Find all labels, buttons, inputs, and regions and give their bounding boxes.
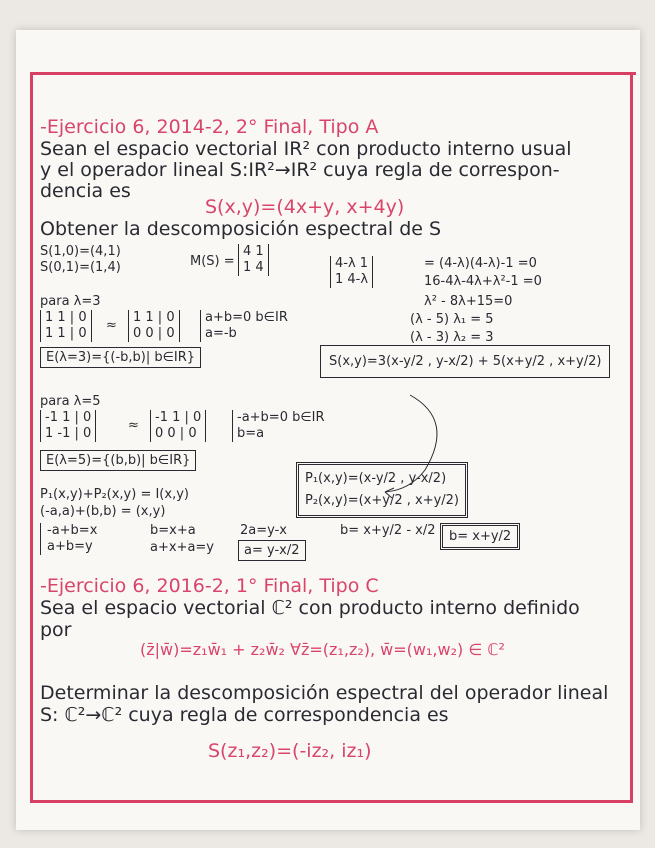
exercise-1-rule: S(x,y)=(4x+y, x+4y) bbox=[205, 196, 405, 218]
matrix-ms-row1: 4 1 bbox=[243, 244, 264, 259]
system-3-row1: a+b=0 b∈IR bbox=[205, 310, 288, 325]
system-5-row1: -a+b=0 b∈IR bbox=[237, 410, 325, 425]
exercise-2-inner-product: (z̄|w̄)=z₁w̄₁ + z₂w̄₂ ∀z̄=(z₁,z₂), w̄=(w₁,w₂) ∈ ℂ² bbox=[140, 640, 505, 659]
exercise-1-task: Obtener la descomposición espectral de S bbox=[40, 218, 442, 240]
characteristic-eq-2: 16-4λ-4λ+λ²-1 =0 bbox=[424, 274, 542, 289]
augmented-matrix-5a-row1: -1 1 | 0 bbox=[45, 410, 92, 425]
matrix-ms-row2: 1 4 bbox=[243, 260, 264, 275]
determinant-row2: 1 4-λ bbox=[335, 272, 369, 287]
augmented-matrix-3a-row2: 1 1 | 0 bbox=[45, 326, 87, 341]
exercise-1-intro-line3: dencia es bbox=[40, 180, 131, 202]
exercise-2-rule: S(z₁,z₂)=(-iz₂, iz₁) bbox=[208, 740, 372, 762]
eigenspace-3: E(λ=3)={(-b,b)| b∈IR} bbox=[40, 347, 201, 368]
augmented-matrix-3a-row1: 1 1 | 0 bbox=[45, 310, 87, 325]
system-ab-row1: -a+b=x bbox=[47, 523, 98, 538]
projection-p1: P₁(x,y)=(x-y/2 , y-x/2) bbox=[305, 471, 447, 486]
projection-p2: P₂(x,y)=(x+y/2 , x+y/2) bbox=[305, 493, 460, 508]
determinant-row1: 4-λ 1 bbox=[335, 256, 369, 271]
exercise-2-heading: -Ejercicio 6, 2016-2, 1° Final, Tipo C bbox=[40, 575, 379, 597]
para-lambda-3: para λ=3 bbox=[40, 294, 101, 309]
characteristic-eq-3: λ² - 8λ+15=0 bbox=[424, 294, 513, 309]
factor-2: (λ - 3) λ₂ = 3 bbox=[410, 330, 494, 345]
augmented-matrix-5a bbox=[40, 410, 96, 442]
eq-sub: a+x+a=y bbox=[150, 540, 214, 555]
eq-a-boxed: a= y-x/2 bbox=[238, 540, 306, 561]
s-of-0-1: S(0,1)=(1,4) bbox=[40, 260, 121, 275]
system-ab bbox=[40, 523, 97, 555]
eigenspace-5: E(λ=5)={(b,b)| b∈IR} bbox=[40, 450, 196, 471]
para-lambda-5: para λ=5 bbox=[40, 394, 101, 409]
system-5-row2: b=a bbox=[237, 426, 265, 441]
s-of-1-0: S(1,0)=(4,1) bbox=[40, 244, 121, 259]
augmented-matrix-5b-row1: -1 1 | 0 bbox=[155, 410, 202, 425]
exercise-2-task-line1: Determinar la descomposición espectral del operador lineal bbox=[40, 682, 609, 704]
augmented-matrix-5b-row2: 0 0 | 0 bbox=[155, 426, 197, 441]
system-5 bbox=[232, 410, 325, 442]
matrix-label: M(S) = bbox=[190, 254, 235, 269]
eq-b-boxed: b= x+y/2 bbox=[440, 523, 520, 550]
eq-2a: 2a=y-x bbox=[240, 523, 287, 538]
exercise-2-intro-line2: por bbox=[40, 619, 72, 641]
projections-box bbox=[296, 462, 468, 518]
exercise-1-intro-line2: y el operador lineal S:IR²→IR² cuya regla de correspon- bbox=[40, 159, 560, 181]
exercise-2-intro-line1: Sea el espacio vectorial ℂ² con producto interno definido bbox=[40, 597, 580, 619]
eq-b: b=x+a bbox=[150, 523, 196, 538]
exercise-2-task-line2: S: ℂ²→ℂ² cuya regla de correspondencia es bbox=[40, 704, 449, 726]
identity-sum-vectors: (-a,a)+(b,b) = (x,y) bbox=[40, 504, 166, 519]
system-3-row2: a=-b bbox=[205, 326, 237, 341]
exercise-1-intro-line1: Sean el espacio vectorial IR² con producto interno usual bbox=[40, 138, 572, 160]
augmented-matrix-3b-row2: 0 0 | 0 bbox=[133, 326, 175, 341]
eq-b-derivation: b= x+y/2 - x/2 bbox=[340, 523, 436, 538]
augmented-matrix-3b-row1: 1 1 | 0 bbox=[133, 310, 175, 325]
row-equivalent-sign: ≈ bbox=[106, 318, 117, 333]
identity-sum: P₁(x,y)+P₂(x,y) = I(x,y) bbox=[40, 487, 189, 502]
characteristic-eq-1: = (4-λ)(4-λ)-1 =0 bbox=[424, 256, 537, 271]
augmented-matrix-5a-row2: 1 -1 | 0 bbox=[45, 426, 92, 441]
exercise-1-heading: -Ejercicio 6, 2014-2, 2° Final, Tipo A bbox=[40, 116, 379, 138]
augmented-matrix-5b bbox=[150, 410, 206, 442]
row-equivalent-sign-5: ≈ bbox=[128, 418, 139, 433]
spectral-decomposition-box: S(x,y)=3(x-y/2 , y-x/2) + 5(x+y/2 , x+y/2) bbox=[320, 345, 610, 378]
system-ab-row2: a+b=y bbox=[47, 539, 93, 554]
factor-1: (λ - 5) λ₁ = 5 bbox=[410, 312, 494, 327]
